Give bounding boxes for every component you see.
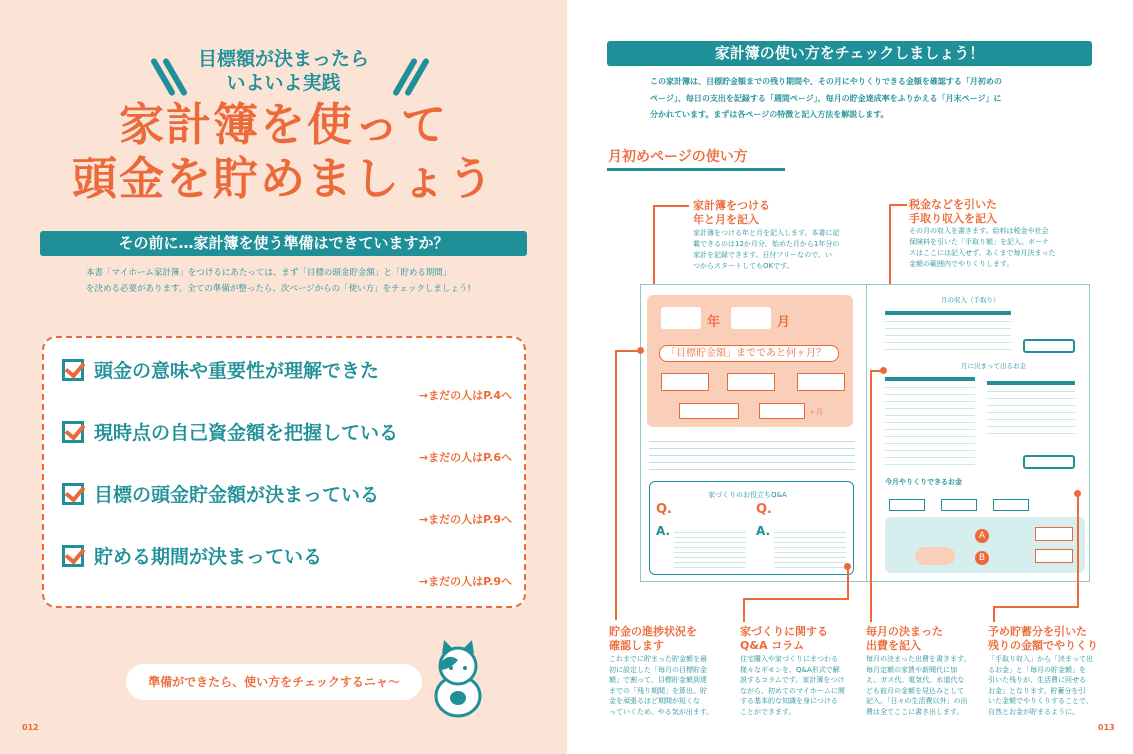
callout-fixed-title: 毎月の決まった 出費を記入 — [866, 625, 943, 652]
intro-line: この家計簿は、目標貯金額までの残り期間や、その月にやりくりできる金額を確認する「月初めの — [650, 77, 1002, 86]
leader-line — [743, 598, 847, 600]
leader-line — [615, 350, 617, 620]
leader-line — [615, 350, 639, 352]
leader-line — [847, 566, 849, 600]
leader-dot — [637, 347, 644, 354]
subtitle-line: 目標額が決まったら — [197, 48, 369, 70]
leader-line — [889, 204, 907, 206]
checklist-item — [62, 542, 512, 589]
checklist-item — [62, 356, 512, 403]
mock-fixed-table — [885, 377, 975, 469]
checklist-item — [62, 418, 512, 465]
leader-line — [993, 606, 995, 622]
checklist-link[interactable]: →まだの人はP.4へ — [418, 389, 512, 402]
callout-year-month-title: 家計簿をつける 年と月を記入 — [693, 199, 770, 226]
mock-income-total — [1023, 339, 1075, 353]
checklist-link[interactable]: →まだの人はP.6へ — [418, 451, 512, 464]
intro-text — [650, 74, 1080, 124]
right-page — [567, 0, 1133, 754]
leader-line — [993, 606, 1077, 608]
intro-line: 分かれています。まずは各ページの特徴と記入方法を解説します。 — [650, 110, 889, 119]
mock-goal-panel: 年 月 「目標貯金額」までであと何ヶ月？ ヶ月 — [647, 295, 853, 427]
leader-line — [870, 370, 872, 622]
title-line: 頭金を貯めましょう — [71, 152, 495, 205]
subtitle — [0, 47, 567, 95]
section-banner: 家計簿の使い方をチェックしましょう！ — [607, 41, 1092, 66]
section-heading: 月初めページの使い方 — [608, 149, 748, 165]
callout-qa-body: 住宅購入や家づくりにまつわる 様々なギモンを、Q&A形式で解 説するコラムです。家計簿をつけ ながら、初めてのマイホームに関 する基本的な知識を身につける ことができます。 — [740, 655, 845, 716]
page-number: 012 — [22, 723, 39, 732]
page-title — [0, 98, 567, 206]
mock-yarikuri-panel: A B — [885, 517, 1085, 573]
mock-fixed-table-2 — [987, 381, 1075, 439]
checkbox-icon[interactable] — [62, 359, 84, 381]
page-number: 013 — [1098, 723, 1115, 732]
intro-text — [86, 265, 546, 297]
planner-mock: 年 月 「目標貯金額」までであと何ヶ月？ ヶ月 家づくりのお役立ちQ&A Q. A. Q. A. 月の収入（手取り） 月に決まって出るお金 今月やりくりできるお金 A B — [640, 284, 1090, 582]
callout-qa-title: 家づくりに関する Q&A コラム — [740, 625, 828, 652]
intro-line: を決める必要があります。全ての準備が整ったら、次ページからの「使い方」をチェックしましょう! — [86, 284, 471, 294]
checklist-text: 目標の頭金貯金額が決まっている — [94, 484, 380, 506]
leader-dot — [880, 367, 887, 374]
checkbox-icon[interactable] — [62, 545, 84, 567]
callout-progress-title: 貯金の進捗状況を 確認します — [609, 625, 697, 652]
intro-line: 本書「マイホーム家計簿」をつけるにあたっては、まず「目標の頭金貯金額」と「貯める期間」 — [86, 268, 452, 278]
mock-notes — [649, 435, 855, 475]
callout-remaining-body: 「手取り収入」から「決まって出 るお金」と「毎月の貯金額」を 引いた残りが、生活費に回せる お金」となります。貯蓄分を引 いた金額でやりくりすることで、 自然とお金が貯まるように。 — [988, 655, 1093, 716]
checkbox-icon[interactable] — [62, 421, 84, 443]
subtitle-line: いよいよ実践 — [226, 72, 341, 94]
callout-progress-body: これまでに貯まった貯金額を最 初に設定した「毎月の目標貯金 額」で割って、目標貯金額到達 までの「残り期間」を算出。貯 金を頑張るほど期間が短くな っていくため、やる気が出ます。 — [609, 655, 714, 716]
speech-bubble: 準備ができたら、使い方をチェックするニャ〜 — [126, 664, 422, 700]
leader-line — [653, 205, 689, 207]
callout-year-month-body: 家計簿をつける年と月を記入します。本書に記 載できるのは12か月分。始めた月から1年分の 家計を記録できます。日付フリーなので、い つからスタートしてもOKです。 — [693, 229, 840, 270]
checklist-text: 現時点の自己資金額を把握している — [94, 422, 399, 444]
cat-mascot-icon — [428, 638, 488, 718]
checklist-item — [62, 480, 512, 527]
checkbox-icon[interactable] — [62, 483, 84, 505]
checklist-link[interactable]: →まだの人はP.9へ — [418, 575, 512, 588]
callout-remaining-title: 予め貯蓄分を引いた 残りの金額でやりくり — [988, 625, 1098, 652]
leader-dot — [844, 563, 851, 570]
checklist-text: 貯める期間が決まっている — [94, 546, 323, 568]
title-line: 家計簿を使って — [118, 98, 448, 151]
callout-income-body: その月の収入を書きます。給料は税金や社会 保険料を引いた「手取り額」を記入。ボーナ スはここには記入せず、あくまで毎月決まった 金額の範囲内でやりくりします。 — [909, 227, 1056, 268]
checklist-box — [42, 336, 526, 608]
leader-line — [1077, 493, 1079, 608]
mock-income-table — [885, 311, 1011, 355]
leader-line — [743, 598, 745, 622]
mock-qa-column: 家づくりのお役立ちQ&A Q. A. Q. A. — [649, 481, 854, 575]
checklist-link[interactable]: →まだの人はP.9へ — [418, 513, 512, 526]
callout-fixed-body: 毎月の決まった出費を書きます。 毎月定額の家賃や新聞代に加 え、ガス代、電気代、水道代な ども前月の金額を見込みとして 記入。「日々の生活費以外」の出 費は全てここに書き出します。 — [866, 655, 971, 716]
section-underline — [607, 168, 785, 171]
leader-dot — [1074, 490, 1081, 497]
checklist-text: 頭金の意味や重要性が理解できた — [94, 360, 380, 382]
callout-income-title: 税金などを引いた 手取り収入を記入 — [909, 198, 997, 225]
section-banner: その前に…家計簿を使う準備はできていますか？ — [40, 231, 527, 256]
intro-line: ページ」、毎日の支出を記録する「週間ページ」、毎月の貯金達成率をふりかえる「月末ページ」に — [650, 93, 1002, 103]
